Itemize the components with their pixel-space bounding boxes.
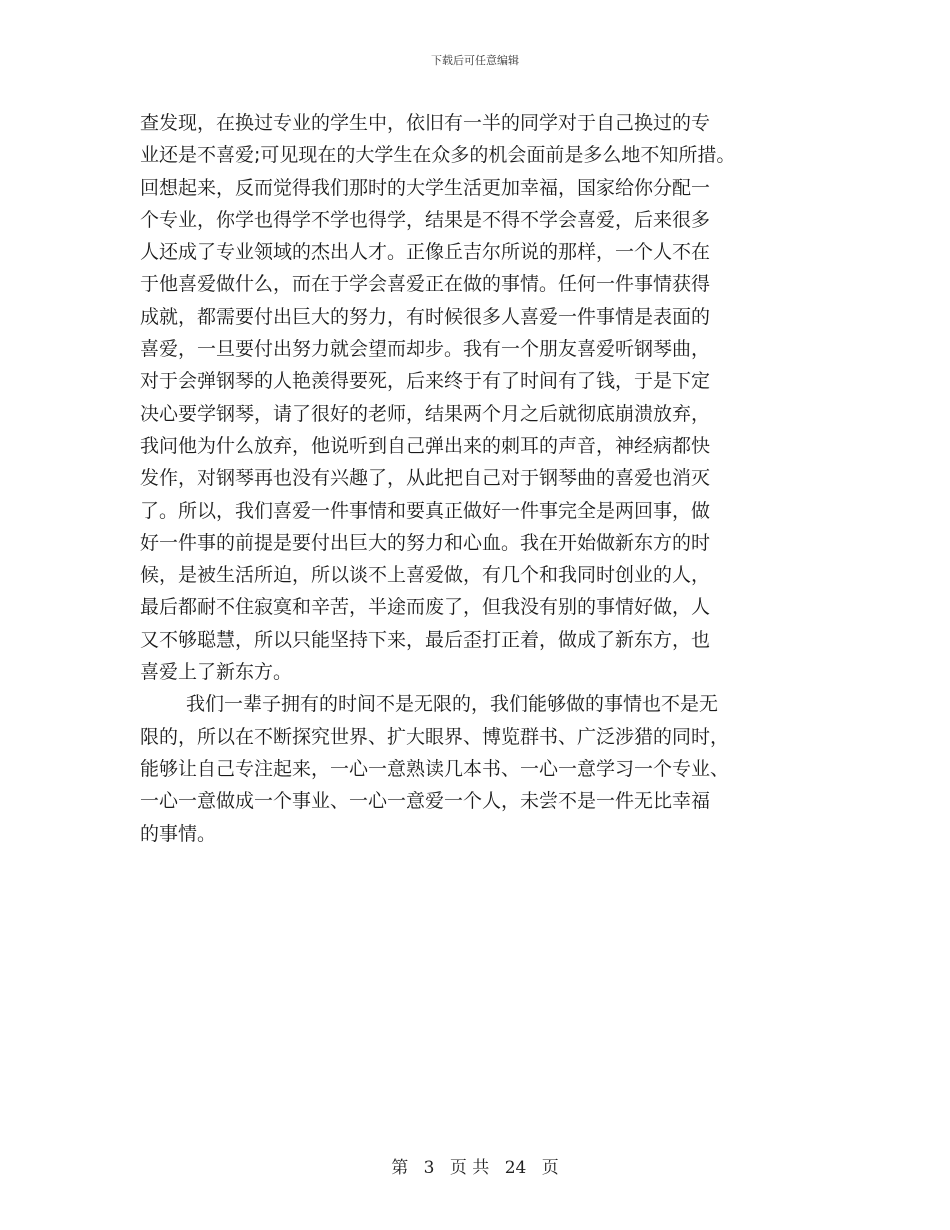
text-line: 我问他为什么放弃，他说听到自己弹出来的刺耳的声音，神经病都快 xyxy=(140,434,711,457)
text-line: 回想起来，反而觉得我们那时的大学生活更加幸福，国家给你分配一 xyxy=(140,176,711,199)
text-line: 一心一意做成一个事业、一心一意爱一个人，未尝不是一件无比幸福 xyxy=(140,790,711,813)
text-line: 于他喜爱做什么，而在于学会喜爱正在做的事情。任何一件事情获得 xyxy=(140,273,711,296)
footer-suffix: 页 xyxy=(541,1158,559,1178)
text-line: 能够让自己专注起来，一心一意熟读几本书、一心一意学习一个专业、 xyxy=(140,757,730,780)
text-line: 个专业，你学也得学不学也得学，结果是不得不学会喜爱，后来很多 xyxy=(140,208,711,231)
page-header: 下载后可任意编辑 xyxy=(431,54,519,67)
text-line: 候，是被生活所迫，所以谈不上喜爱做，有几个和我同时创业的人， xyxy=(140,564,711,587)
text-line: 限的，所以在不断探究世界、扩大眼界、博览群书、广泛涉猎的同时， xyxy=(140,725,730,748)
footer-prefix: 第 xyxy=(391,1158,409,1178)
body-text xyxy=(140,107,830,850)
text-line: 成就，都需要付出巨大的努力，有时候很多人喜爱一件事情是表面的 xyxy=(140,305,711,328)
text-line: 喜爱，一旦要付出努力就会望而却步。我有一个朋友喜爱听钢琴曲， xyxy=(140,338,711,361)
text-line: 了。所以，我们喜爱一件事情和要真正做好一件事完全是两回事，做 xyxy=(140,499,711,522)
text-line: 好一件事的前提是要付出巨大的努力和心血。我在开始做新东方的时 xyxy=(140,531,711,554)
current-page-number: 3 xyxy=(423,1158,435,1178)
text-line: 喜爱上了新东方。 xyxy=(140,661,293,684)
text-line: 发作，对钢琴再也没有兴趣了，从此把自己对于钢琴曲的喜爱也消灭 xyxy=(140,467,711,490)
text-line: 又不够聪慧，所以只能坚持下来，最后歪打正着，做成了新东方，也 xyxy=(140,628,711,651)
text-line: 人还成了专业领域的杰出人才。正像丘吉尔所说的那样，一个人不在 xyxy=(140,241,711,264)
footer-mid: 页 共 xyxy=(449,1158,490,1178)
text-line: 查发现，在换过专业的学生中，依旧有一半的同学对于自己换过的专 xyxy=(140,112,711,134)
page-footer xyxy=(0,1153,950,1178)
total-pages-number: 24 xyxy=(504,1158,527,1178)
text-line: 决心要学钢琴，请了很好的老师，结果两个月之后就彻底崩溃放弃， xyxy=(140,402,711,425)
paragraph-first-line: 我们一辈子拥有的时间不是无限的，我们能够做的事情也不是无 xyxy=(186,693,719,716)
text-line: 的事情。 xyxy=(140,822,217,845)
text-line: 业还是不喜爱;可见现在的大学生在众多的机会面前是多么地不知所措。 xyxy=(140,144,736,167)
text-line: 最后都耐不住寂寞和辛苦，半途而废了，但我没有别的事情好做，人 xyxy=(140,596,711,619)
text-line: 对于会弹钢琴的人艳羡得要死，后来终于有了时间有了钱，于是下定 xyxy=(140,370,711,393)
